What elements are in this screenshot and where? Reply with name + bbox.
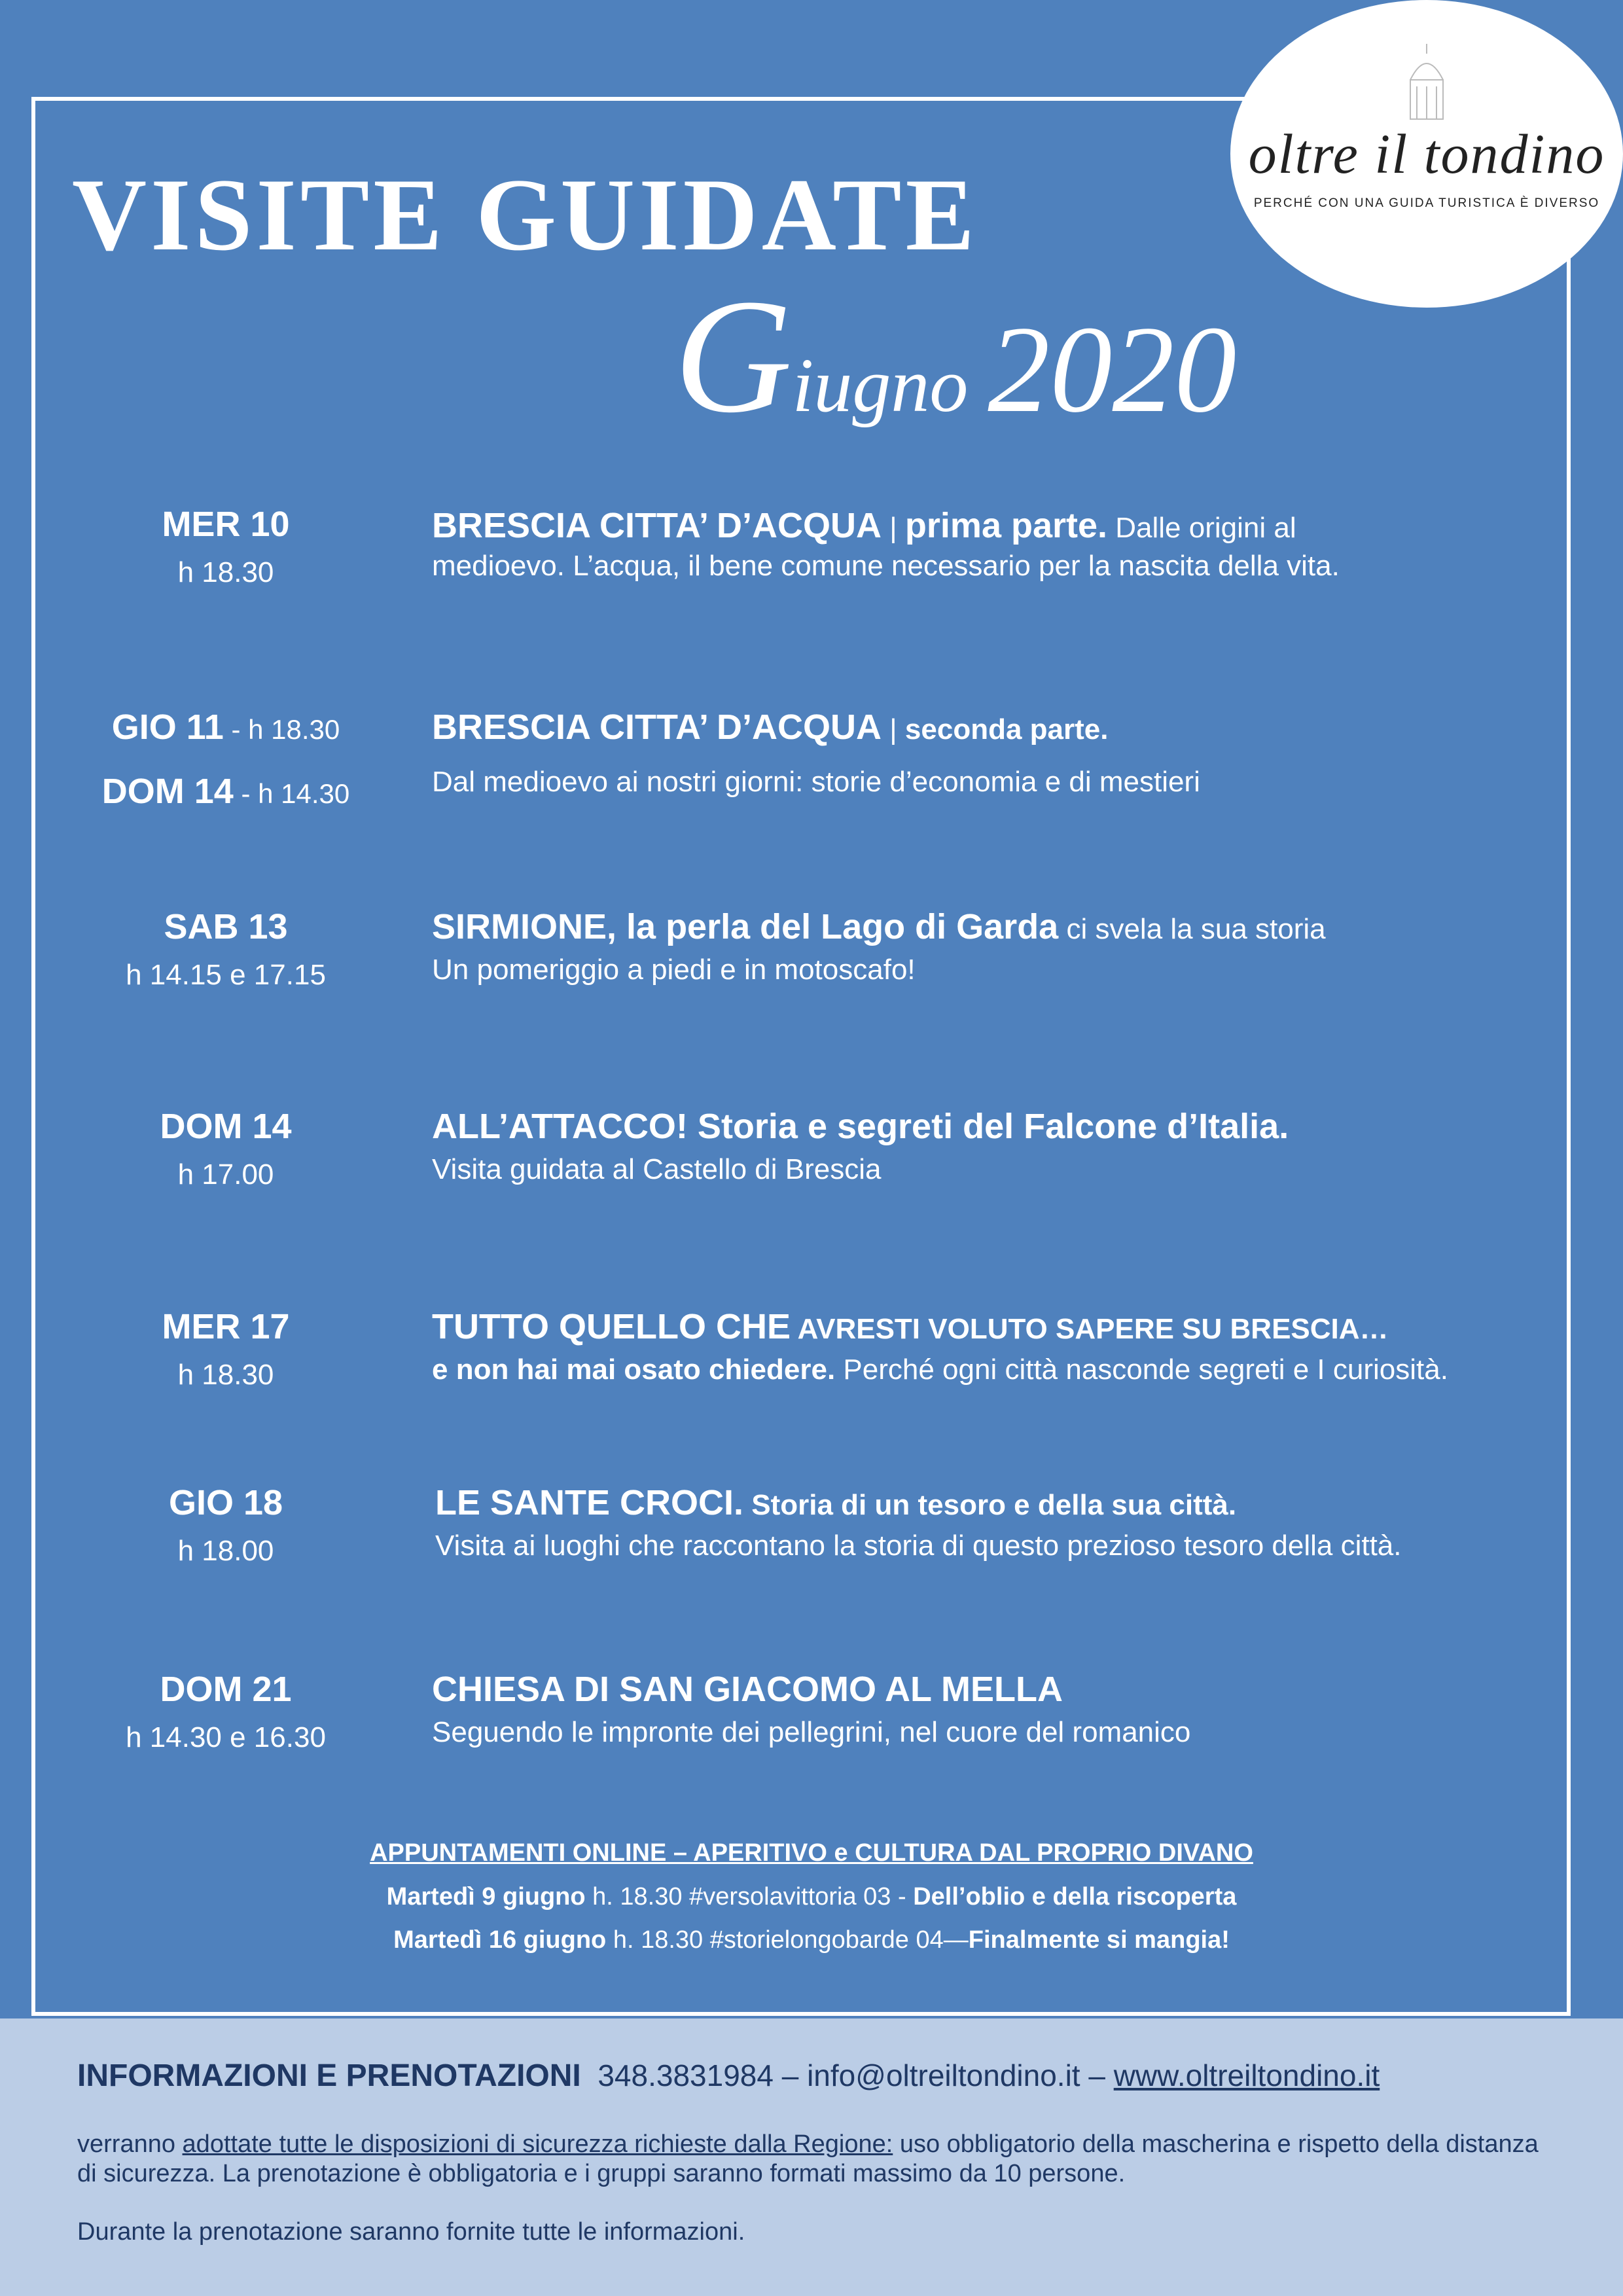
event-title-part: prima parte. (904, 506, 1108, 545)
event-time: - h 14.30 (233, 778, 350, 809)
event-date (0, 1306, 452, 1391)
event-subtitle: Un pomeriggio a piedi e in motoscafo! (432, 954, 916, 986)
event-desc (432, 1106, 1558, 1190)
booking-note: Durante la prenotazione saranno fornite tutte le informazioni. (77, 2218, 745, 2246)
event-title-note: ci svela la sua storia (1058, 913, 1326, 945)
info-label: INFORMAZIONI E PRENOTAZIONI (77, 2058, 581, 2093)
event-title-main: BRESCIA CITTA’ D’ACQUA (432, 708, 882, 747)
info-contacts: 348.3831984 – info@oltreiltondino.it – (597, 2058, 1114, 2092)
event-subtitle: Dal medioevo ai nostri giorni: storie d’economia e di mestieri (432, 766, 1200, 798)
logo-tagline: PERCHÉ CON UNA GUIDA TURISTICA È DIVERSO (1253, 196, 1600, 210)
safety-note (77, 2130, 1556, 2189)
website-link[interactable]: www.oltreiltondino.it (1113, 2058, 1380, 2092)
month-year: 2020 (988, 301, 1237, 439)
event-title-main: LE SANTE CROCI. (435, 1483, 744, 1522)
event-time: h 18.30 (177, 556, 274, 588)
event-day: MER 10 (162, 505, 290, 544)
event-title-note: Dalle origini al (1107, 512, 1296, 544)
event-subtitle: Visita ai luoghi che raccontano la storia di questo prezioso tesoro della città. (435, 1530, 1402, 1562)
event-title (432, 505, 1558, 546)
event-title (432, 1306, 1558, 1347)
event-desc (432, 505, 1558, 586)
logo-name: oltre il tondino (1248, 122, 1605, 185)
safety-note-pre: verranno (77, 2130, 183, 2158)
event-title (432, 906, 1558, 947)
event-title-main: BRESCIA CITTA’ D’ACQUA (432, 506, 882, 545)
event-subtitle: Seguendo le impronte dei pellegrini, nel cuore del romanico (432, 1716, 1191, 1748)
event-subtitle: Visita guidata al Castello di Brescia (432, 1153, 882, 1185)
online-line-1 (0, 1875, 1623, 1919)
event-time: h 14.30 e 16.30 (126, 1721, 326, 1753)
event-title-main: SIRMIONE, la perla del Lago di Garda (432, 907, 1059, 946)
event-date (0, 906, 452, 992)
event-day: MER 17 (162, 1307, 290, 1346)
event-time: h 14.15 e 17.15 (126, 959, 326, 991)
event-title-sep: | (882, 713, 905, 745)
online-line-1-title: Dell’oblio e della riscoperta (913, 1882, 1237, 1910)
event-title: CHIESA DI SAN GIACOMO AL MELLA (432, 1670, 1063, 1709)
online-line-1-date: Martedì 9 giugno (386, 1882, 586, 1910)
event-date (0, 504, 452, 589)
event-subtitle-bold: e non hai mai osato chiedere. (432, 1354, 836, 1386)
online-line-2 (0, 1918, 1623, 1962)
event-day: DOM 14 (101, 772, 234, 811)
page-title: VISITE GUIDATE (72, 158, 978, 272)
online-line-1-info: h. 18.30 #versolavittoria 03 - (585, 1882, 914, 1910)
event-time: - h 18.30 (223, 714, 340, 745)
event-time: h 17.00 (177, 1158, 274, 1191)
event-title-part: seconda parte. (904, 713, 1109, 745)
event-day-line1 (0, 707, 452, 747)
event-day-line2 (0, 771, 452, 812)
event-desc (432, 1306, 1558, 1390)
event-date (0, 1669, 452, 1754)
online-line-2-title: Finalmente si mangia! (968, 1926, 1230, 1954)
event-desc (432, 906, 1558, 990)
event-desc (432, 1669, 1558, 1753)
event-desc (432, 707, 1558, 802)
event-time: h 18.30 (177, 1359, 274, 1391)
cathedral-icon (1391, 41, 1463, 122)
event-desc (435, 1482, 1561, 1566)
event-title-part: Storia di un tesoro e della sua città. (743, 1489, 1237, 1521)
event-day: DOM 14 (160, 1107, 292, 1146)
event-day: GIO 11 (111, 708, 224, 747)
event-time: h 18.00 (177, 1535, 274, 1567)
month-rest: iugno (792, 342, 969, 428)
event-title: ALL’ATTACCO! Storia e segreti del Falcone d’Italia. (432, 1107, 1289, 1146)
event-date (0, 707, 452, 812)
safety-note-underlined: adottate tutte le disposizioni di sicurezza richieste dalla Regione: (182, 2130, 893, 2158)
event-subtitle-text: Perché ogni città nasconde segreti e I curiosità. (835, 1354, 1448, 1386)
logo-badge (1230, 0, 1623, 308)
month-heading (674, 266, 1237, 447)
info-line (77, 2058, 1380, 2094)
online-line-2-info: h. 18.30 #storielongobarde 04— (606, 1926, 969, 1954)
online-line-2-date: Martedì 16 giugno (393, 1926, 607, 1954)
safety-note-rest: uso obbligatorio della mascherina e rispetto della distanza di sicurezza. La prenotazione è obbligatoria e i gruppi saranno formati massimo da 10 persone. (77, 2130, 1539, 2187)
event-date (0, 1106, 452, 1191)
event-title (432, 707, 1558, 747)
month-initial: G (674, 266, 793, 447)
event-day: DOM 21 (160, 1670, 292, 1709)
online-heading: APPUNTAMENTI ONLINE – APERITIVO e CULTURA DAL PROPRIO DIVANO (370, 1839, 1253, 1867)
online-appointments (0, 1831, 1623, 1962)
event-subtitle (432, 1350, 1558, 1390)
event-title-main: TUTTO QUELLO CHE (432, 1307, 791, 1346)
event-title-sep: | (882, 512, 905, 544)
footer (0, 2018, 1623, 2296)
event-subtitle: medioevo. L’acqua, il bene comune necessario per la nascita della vita. (432, 550, 1340, 582)
event-day: SAB 13 (164, 907, 288, 946)
event-title (435, 1482, 1561, 1523)
event-day: GIO 18 (168, 1483, 283, 1522)
event-title-part: AVRESTI VOLUTO SAPERE SU BRESCIA… (791, 1313, 1389, 1345)
event-date (0, 1482, 452, 1568)
